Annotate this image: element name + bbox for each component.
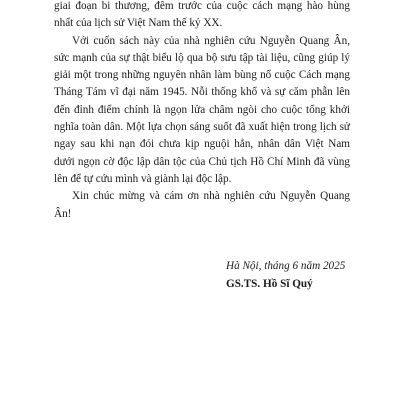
place-date: Hà Nội, tháng 6 năm 2025 [226,260,346,272]
paragraph-closing: Xin chúc mừng và cám ơn nhà nghiên cứu Nguyễn Quang Ân! [54,190,350,220]
author-signature: GS.TS. Hồ Sĩ Quý [226,278,313,290]
body-text [54,0,350,223]
paragraph-main: Với cuốn sách này của nhà nghiên cứu Nguyễn Quang Ân, sức mạnh của sự thật biểu lộ qua bộ sưu tập tài liệu, cũng giúp lý giải một trong những nguyên nhân làm bùng nổ cuộc Cách mạng Tháng Tám vĩ đại năm 1945. Nỗi thống khổ và sự căm phẫn lên đến đỉnh điểm chính là ngọn lửa châm ngòi cho cuộc tổng khởi nghĩa toàn dân. Một lựa chọn sáng suốt đã xuất hiện trong lịch sử ngay sau khi nạn đói chưa kịp nguội hẳn, nhân dân Việt Nam dưới ngọn cờ độc lập dân tộc của Chủ tịch Hồ Chí Minh đã vùng lên để tự cứu mình và giành lại độc lập. [54,34,350,185]
paragraph-continuation: giai đoạn bi thương, đêm trước của cuộc cách mạng hào hùng nhất của lịch sử Việt Nam thế kỷ XX. [54,0,350,30]
